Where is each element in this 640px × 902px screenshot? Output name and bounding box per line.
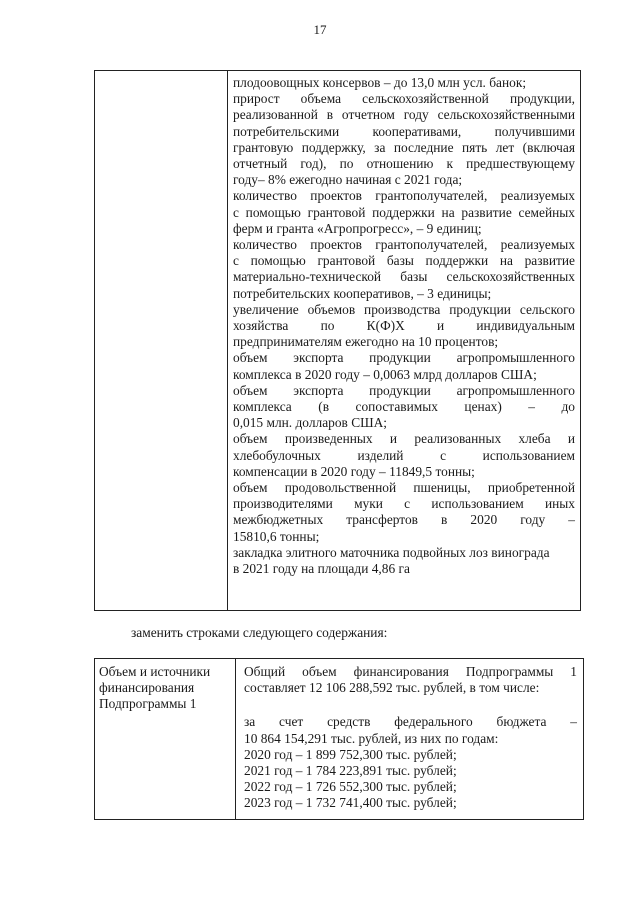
funding-text-line: за счет средств федерального бюджета – — [244, 714, 577, 730]
indicator-text-line: межбюджетных трансфертов в 2020 году – — [233, 512, 575, 528]
indicator-text-line: с помощью грантовой базы поддержки на развитие — [233, 253, 575, 269]
indicator-text-line: реализованной в отчетном году сельскохозяйственными — [233, 107, 575, 123]
indicator-text-line: 0,015 млн. долларов США; — [233, 415, 388, 431]
funding-text-line: 2021 год – 1 784 223,891 тыс. рублей; — [244, 763, 457, 779]
indicator-text-line: году– 8% ежегодно начиная с 2021 года; — [233, 172, 463, 188]
indicator-text-line: предпринимателям ежегодно на 10 процентов; — [233, 334, 499, 350]
indicators-text — [233, 75, 575, 577]
indicator-text-line: хозяйства по К(Ф)Х и индивидуальным — [233, 318, 575, 334]
indicator-text-line: закладка элитного маточника подвойных лоз винограда — [233, 544, 550, 560]
indicator-text-line: комплекса (в сопоставимых ценах) – до — [233, 399, 575, 415]
indicators-label-cell — [95, 71, 228, 611]
indicator-text-line: увеличение объемов производства продукции сельского — [233, 301, 575, 317]
indicator-text-line: объем продовольственной пшеницы, приобретенной — [233, 480, 575, 496]
funding-label-line: Подпрограммы 1 — [99, 696, 197, 712]
indicator-text-line: потребительскими кооперативами, получившими — [233, 123, 575, 139]
indicator-text-line: плодоовощных консервов – до 13,0 млн усл. банок; — [233, 75, 527, 90]
indicator-text-line: 15810,6 тонны; — [233, 528, 320, 544]
funding-text — [244, 664, 577, 812]
funding-text-line: 2022 год – 1 726 552,300 тыс. рублей; — [244, 779, 457, 795]
indicator-text-line: объем экспорта продукции агропромышленного — [233, 350, 575, 366]
indicator-text-line: в 2021 году на площади 4,86 га — [233, 561, 410, 577]
page-number: 17 — [313, 22, 327, 37]
funding-text-line: 10 864 154,291 тыс. рублей, из них по годам: — [244, 730, 499, 746]
indicator-text-line: грантовую поддержку, за последние пять лет (включая — [233, 139, 575, 155]
funding-text-line: Общий объем финансирования Подпрограммы 1 — [244, 664, 577, 679]
indicator-text-line: с помощью грантовой поддержки на развитие семейных — [233, 204, 575, 220]
funding-label-line: финансирования — [99, 680, 195, 696]
indicator-text-line: объем экспорта продукции агропромышленного — [233, 382, 575, 398]
funding-text-line: составляет 12 106 288,592 тыс. рублей, в том числе: — [244, 680, 540, 696]
funding-text-line: 2020 год – 1 899 752,300 тыс. рублей; — [244, 746, 457, 762]
indicators-text-cell — [228, 71, 581, 611]
indicator-text-line: материально-технической базы сельскохозяйственных — [233, 269, 575, 285]
indicator-text-line: производителями муки с использованием иных — [233, 496, 575, 512]
funding-label-cell — [95, 659, 236, 820]
funding-text-line: 2023 год – 1 732 741,400 тыс. рублей; — [244, 795, 457, 811]
funding-label — [99, 664, 232, 713]
paragraph-gap — [244, 696, 577, 714]
funding-label-line: Объем и источники — [99, 664, 211, 679]
funding-text-cell — [236, 659, 584, 820]
replace-instruction: заменить строками следующего содержания: — [131, 625, 388, 640]
indicator-text-line: комплекса в 2020 году – 0,0063 млрд долларов США; — [233, 366, 537, 382]
indicator-text-line: количество проектов грантополучателей, реализуемых — [233, 237, 575, 253]
indicator-text-line: потребительских кооперативов, – 3 единицы; — [233, 285, 492, 301]
indicator-text-line: хлебобулочных изделий с использованием — [233, 447, 575, 463]
indicator-text-line: прирост объема сельскохозяйственной продукции, — [233, 91, 575, 107]
indicator-text-line: ферм и гранта «Агропрогресс», – 9 единиц; — [233, 220, 482, 236]
indicator-text-line: количество проектов грантополучателей, реализуемых — [233, 188, 575, 204]
indicator-text-line: компенсации в 2020 году – 11849,5 тонны; — [233, 463, 475, 479]
indicator-text-line: объем произведенных и реализованных хлеба и — [233, 431, 575, 447]
indicator-text-line: отчетный год), по отношению к предшествующему — [233, 156, 575, 172]
indicators-table — [94, 70, 581, 611]
funding-table — [94, 658, 584, 820]
